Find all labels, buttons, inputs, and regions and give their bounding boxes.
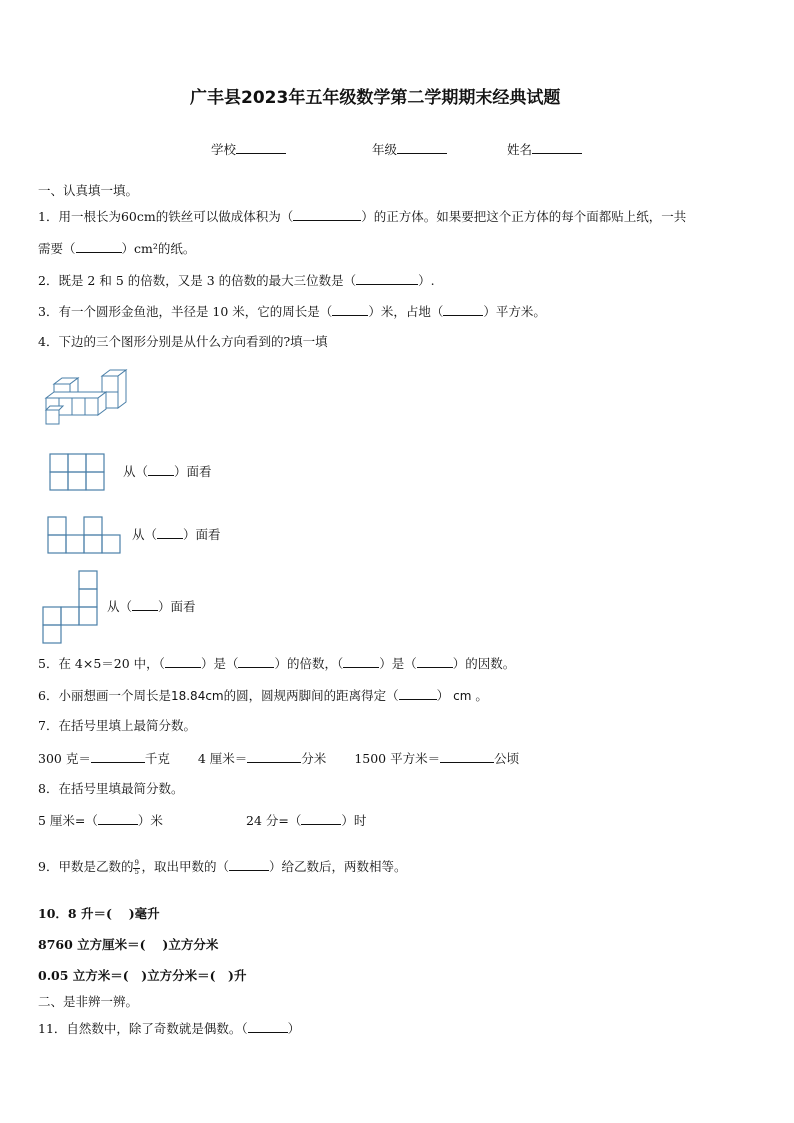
question-1-line-2: [38, 240, 195, 257]
q7-unit-1: 千克: [144, 751, 170, 766]
q8-item-2-text-b: ）时: [341, 813, 367, 828]
q7-unit-3: 公顷: [494, 751, 520, 766]
view-3-figure: [41, 570, 101, 644]
q1-text-e: 需要（: [38, 241, 76, 256]
q6-blank: [399, 687, 437, 700]
q8-item-1-text-b: ）米: [137, 813, 163, 828]
q1-text-f: ）: [121, 241, 135, 256]
q8-blank-2: [301, 812, 341, 825]
view-3-blank: [132, 598, 158, 611]
q9-text-a: 9．甲数是乙数的: [38, 859, 134, 874]
name-label: 姓名: [507, 142, 533, 157]
question-5: [38, 655, 515, 672]
view-1-text-b: ）面看: [174, 464, 212, 479]
q9-fraction-numerator: 9: [134, 858, 139, 867]
q5-text-e: ）的因数。: [452, 656, 516, 671]
school-label: 学校: [211, 142, 237, 157]
q6-circumference: 18.84cm: [170, 689, 224, 703]
view-2-text-a: 从（: [132, 527, 158, 542]
question-3: [38, 303, 546, 320]
q1-text-a: 1．用一根长为: [38, 209, 121, 224]
q7-blank-1: [91, 750, 145, 763]
question-2: [38, 272, 435, 289]
question-1-line-1: [38, 208, 686, 225]
view-2-figure: [47, 516, 127, 554]
name-field: [507, 141, 582, 158]
q5-text-a: 5．在 4×5＝20 中，（: [38, 656, 165, 671]
question-8-item-1: [38, 812, 163, 829]
q2-text-a: 2．既是 2 和 5 的倍数，又是 3 的倍数的最大三位数是（: [38, 273, 357, 288]
school-field: [211, 141, 286, 158]
q9-text-c: ）给乙数后，两数相等。: [268, 859, 407, 874]
question-11: [38, 1020, 300, 1037]
q11-text-b: ）: [287, 1021, 301, 1036]
view-3-text-a: 从（: [107, 599, 133, 614]
view-2-blank: [157, 526, 183, 539]
question-8-item-2: [246, 812, 366, 829]
view-3-caption: [107, 598, 196, 615]
q9-fraction: [133, 860, 141, 876]
q2-text-b: ）.: [418, 273, 435, 288]
q9-blank: [229, 858, 269, 871]
grade-blank: [397, 141, 447, 154]
page-title: 广丰县2023年五年级数学第二学期期末经典试题: [190, 88, 561, 108]
q3-blank-circumference: [332, 303, 368, 316]
q3-blank-area: [443, 303, 483, 316]
q7-item-3: 1500 平方米＝: [354, 751, 441, 766]
q11-text-a: 11．自然数中，除了奇数就是偶数。（: [38, 1021, 248, 1036]
view-3-text-b: ）面看: [158, 599, 196, 614]
question-4: 4．下边的三个图形分别是从什么方向看到的?填一填: [38, 334, 328, 349]
question-10-line-2: 8760 立方厘米＝( )立方分米: [38, 937, 219, 952]
q7-item-1: 300 克＝: [38, 751, 91, 766]
question-9: [38, 858, 407, 876]
q6-text-d: ）: [436, 688, 450, 703]
q5-text-c: ）的倍数，（: [274, 656, 344, 671]
question-10-line-1: 10．8 升＝( )毫升: [38, 906, 160, 921]
view-1-blank: [148, 463, 174, 476]
q8-item-1-text-a: 5 厘米=（: [38, 813, 98, 828]
q5-blank-3: [343, 655, 379, 668]
q5-text-b: ）是（: [200, 656, 239, 671]
q1-text-c: 的铁丝可以做成体积为（: [155, 209, 294, 224]
q7-unit-2: 分米: [301, 751, 327, 766]
view-2-caption: [132, 526, 221, 543]
view-2-text-b: ）面看: [183, 527, 221, 542]
question-6: [38, 687, 488, 704]
grade-label: 年级: [372, 142, 398, 157]
q5-blank-1: [165, 655, 201, 668]
q3-text-a: 3．有一个圆形金鱼池，半径是 10 米，它的周长是（: [38, 304, 333, 319]
question-7: 7．在括号里填上最简分数。: [38, 718, 196, 733]
question-8: 8．在括号里填最简分数。: [38, 781, 184, 796]
q5-blank-4: [417, 655, 453, 668]
q8-blank-1: [98, 812, 138, 825]
q11-blank: [248, 1020, 288, 1033]
question-10-line-3: 0.05 立方米＝( )立方分米＝( )升: [38, 968, 247, 983]
q1-length: 60cm: [120, 209, 156, 224]
section-heading-1: 一、认真填一填。: [38, 183, 139, 198]
school-blank: [236, 141, 286, 154]
q1-text-h: 的纸。: [157, 241, 196, 256]
section-heading-2: 二、是非辨一辨。: [38, 994, 139, 1009]
view-1-caption: [123, 463, 212, 480]
q7-blank-3: [440, 750, 494, 763]
grade-field: [372, 141, 447, 158]
q8-item-2-text-a: 24 分=（: [246, 813, 302, 828]
q9-text-b: ，取出甲数的（: [141, 859, 229, 874]
q9-fraction-denominator: 5: [134, 867, 139, 876]
q1-unit: cm²: [134, 241, 158, 256]
q6-text-a: 6．小丽想画一个周长是: [38, 688, 171, 703]
q6-unit: cm: [453, 689, 472, 703]
view-1-text-a: 从（: [123, 464, 149, 479]
q1-text-d: ）的正方体。如果要把这个正方体的每个面都贴上纸，一共: [361, 209, 687, 224]
q1-blank-area: [76, 240, 122, 253]
q1-blank-volume: [293, 208, 361, 221]
q5-blank-2: [238, 655, 274, 668]
q6-text-c: 的圆，圆规两脚间的距离得定（: [223, 688, 399, 703]
q2-blank: [356, 272, 418, 285]
q7-item-2: 4 厘米＝: [197, 751, 248, 766]
q6-text-f: 。: [475, 688, 488, 703]
cube-figure: [42, 368, 132, 430]
q3-text-b: ）米，占地（: [368, 304, 444, 319]
q3-text-c: ）平方米。: [483, 304, 546, 319]
view-1-figure: [49, 453, 107, 491]
q7-blank-2: [247, 750, 301, 763]
q5-text-d: ）是（: [379, 656, 417, 671]
name-blank: [532, 141, 582, 154]
question-7-items: [38, 750, 519, 767]
